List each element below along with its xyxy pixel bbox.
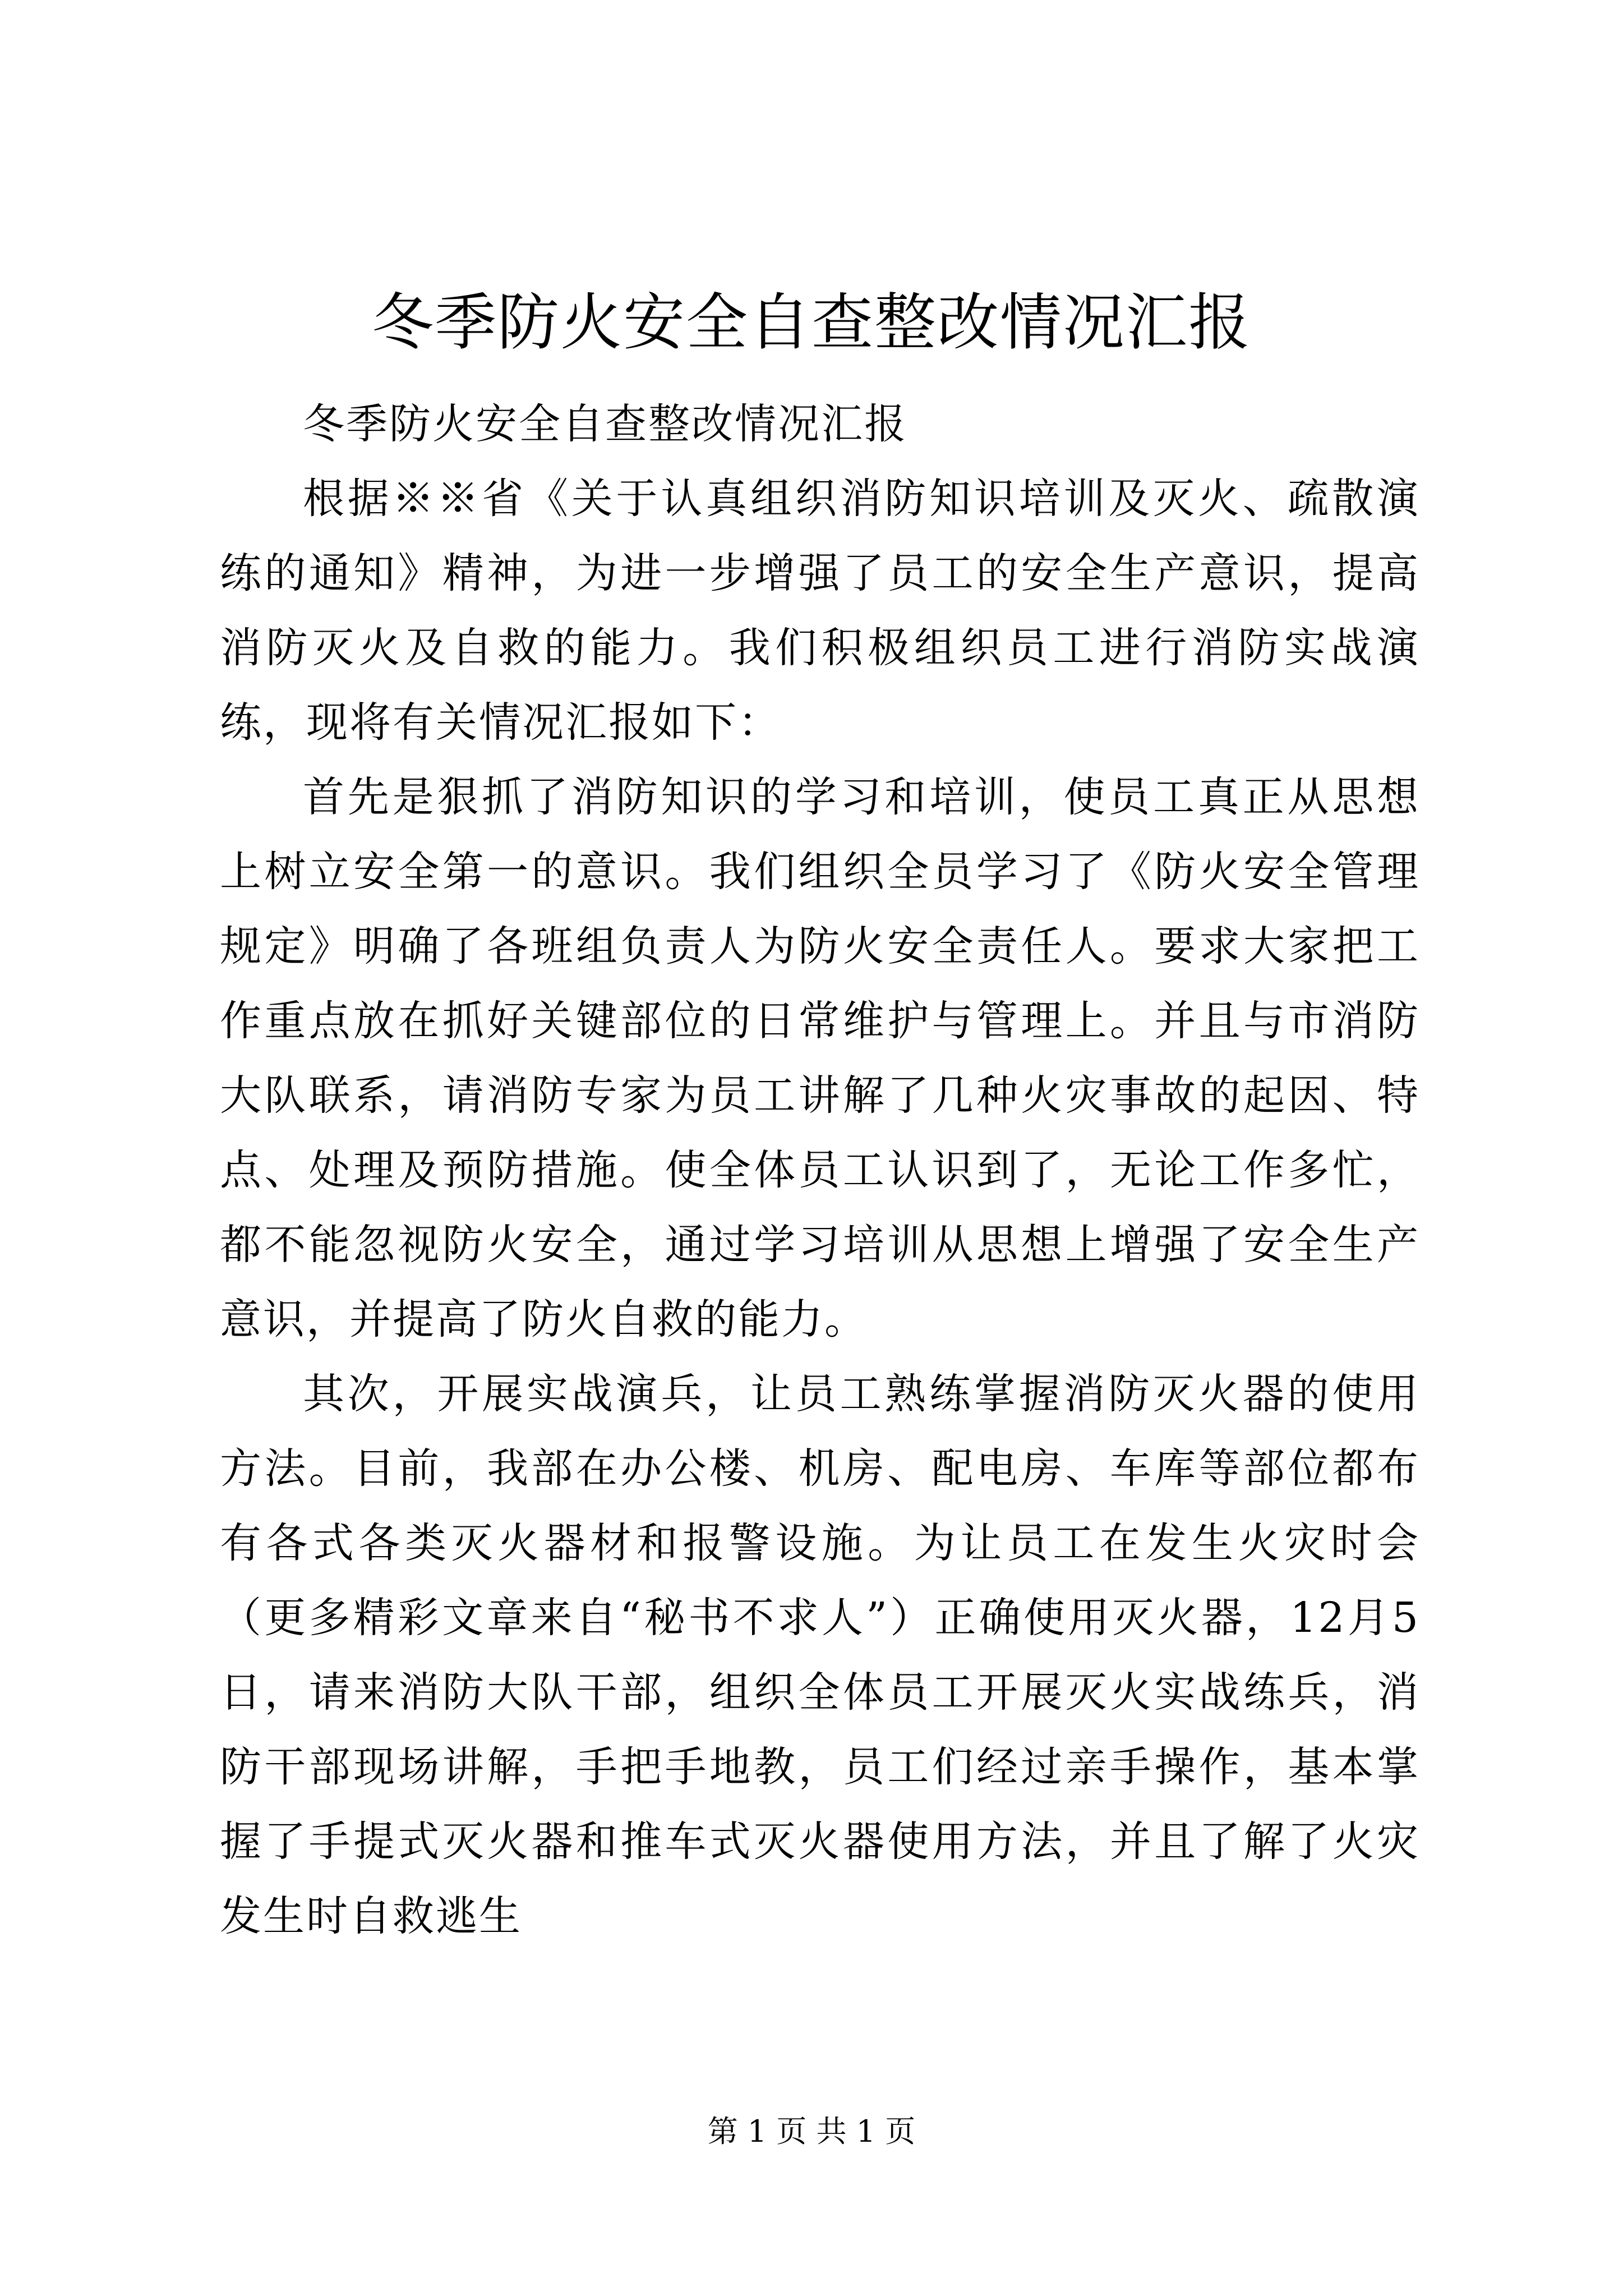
paragraph-intro: 根据※※省《关于认真组织消防知识培训及灭火、疏散演练的通知》精神，为进一步增强了员工的安全生产意识，提高消防灭火及自救的能力。我们积极组织员工进行消防实战演练，现将有关情况汇报如下： [220,475,1420,747]
document-body [220,387,1420,1954]
paragraph-subtitle: 冬季防火安全自查整改情况汇报 [303,400,907,448]
paragraph-first-measure: 首先是狠抓了消防知识的学习和培训，使员工真正从思想上树立安全第一的意识。我们组织全员学习了《防火安全管理规定》明确了各班组负责人为防火安全责任人。要求大家把工作重点放在抓好关键部位的日常维护与管理上。并且与市消防大队联系，请消防专家为员工讲解了几种火灾事故的起因、特点、处理及预防措施。使全体员工认识到了，无论工作多忙，都不能忽视防火安全，通过学习培训从思想上增强了安全生产意识，并提高了防火自救的能力。 [220,773,1420,1343]
paragraph-second-measure: 其次，开展实战演兵，让员工熟练掌握消防灭火器的使用方法。目前，我部在办公楼、机房、配电房、车库等部位都布有各式各类灭火器材和报警设施。为让员工在发生火灾时会（更多精彩文章来自“秘书不求人”）正确使用灭火器，12月5日，请来消防大队干部，组织全体员工开展灭火实战练兵，消防干部现场讲解，手把手地教，员工们经过亲手操作，基本掌握了手提式灭火器和推车式灭火器使用方法，并且了解了火灾发生时自救逃生 [220,1370,1420,1940]
page-footer: 第 1 页 共 1 页 [707,2114,916,2149]
document-title: 冬季防火安全自查整改情况汇报 [372,287,1251,358]
